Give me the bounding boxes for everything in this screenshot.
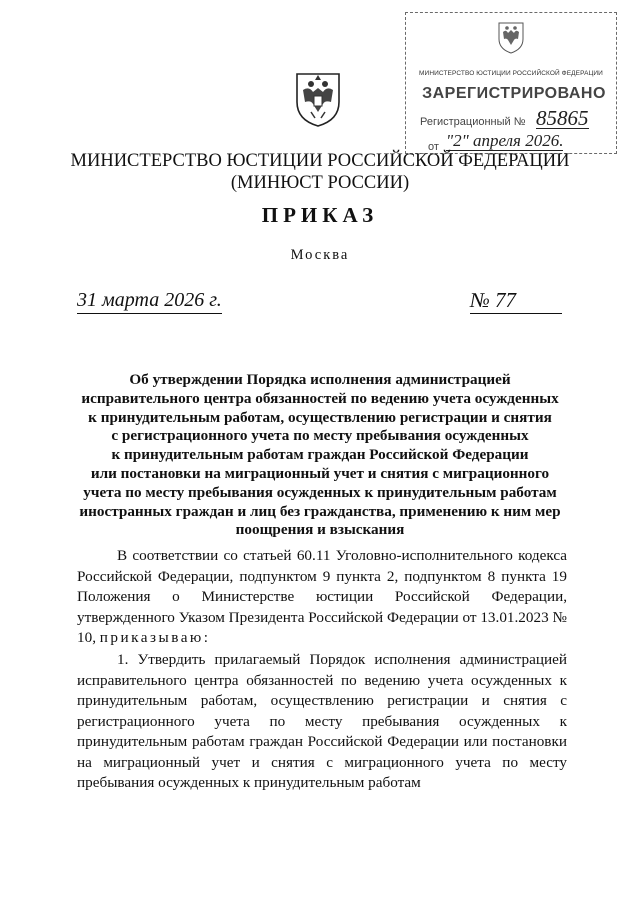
heading-line: учета по месту пребывания осужденных к принудительным работам	[83, 483, 557, 501]
stamp-reg-number-label: Регистрационный №	[420, 116, 526, 128]
stamp-date-label: от	[428, 141, 439, 153]
heading-line: поощрения и взыскания	[235, 521, 405, 539]
clause-1-paragraph: 1. Утвердить прилагаемый Порядок исполнения администрацией исправительного центра обязанностей по ведению учета осужденных к принудительным работам, осуществлению регистрации и снятия с регистрационного учета по месту пребывания осужденных к принудительным работам граждан Российской Федерации или постановки на миграционный учет и снятия с миграционного учета по месту пребывания осужденных к принудительным работам	[77, 651, 567, 791]
heading-line: иностранных граждан и лиц без гражданства, применению к ним мер	[79, 502, 561, 520]
document-number: № 77	[470, 287, 562, 314]
heading-line: Об утверждении Порядка исполнения администрацией	[129, 371, 511, 388]
heading-line: с регистрационного учета по месту пребывания осужденных	[111, 427, 529, 445]
stamp-registered-label: ЗАРЕГИСТРИРОВАНО	[422, 85, 606, 102]
stamp-date-value: "2" апреля 2026.	[446, 131, 564, 150]
document-city: Москва	[290, 247, 350, 263]
heading-line: или постановки на миграционный учет и снятия с миграционного	[90, 464, 550, 482]
ministry-line-1: МИНИСТЕРСТВО ЮСТИЦИИ РОССИЙСКОЙ ФЕДЕРАЦИИ	[70, 151, 570, 171]
document-type: ПРИКАЗ	[261, 203, 379, 227]
heading-line: исправительного центра обязанностей по ведению учета осужденных	[81, 389, 559, 407]
ministry-name	[0, 150, 640, 194]
heading-line: к принудительным работам граждан Российской Федерации	[111, 446, 529, 464]
registration-stamp	[405, 12, 617, 154]
document-heading	[60, 371, 580, 540]
ministry-line-2: (МИНЮСТ РОССИИ)	[230, 173, 410, 193]
stamp-ministry-name: МИНИСТЕРСТВО ЮСТИЦИИ РОССИЙСКОЙ ФЕДЕРАЦИИ	[419, 70, 603, 77]
preamble-text: В соответствии со статьей 60.11 Уголовно-исполнительного кодекса Российской Федерации, подпунктом 9 пункта 2, подпунктом 8 пункта 19 Положения о Министерстве юстиции Российской Федерации, утвержденного Указом Президента Российской Федерации от 13.01.2023 № 10,	[77, 547, 567, 646]
stamp-emblem-icon	[494, 19, 528, 55]
coat-of-arms-icon	[289, 68, 347, 128]
preamble-paragraph	[77, 546, 567, 649]
stamp-reg-number: 85865	[536, 106, 589, 130]
document-date: 31 марта 2026 г.	[77, 287, 222, 314]
heading-line: к принудительным работам, осуществлению регистрации и снятия	[88, 408, 552, 426]
order-command: приказываю:	[99, 629, 211, 646]
